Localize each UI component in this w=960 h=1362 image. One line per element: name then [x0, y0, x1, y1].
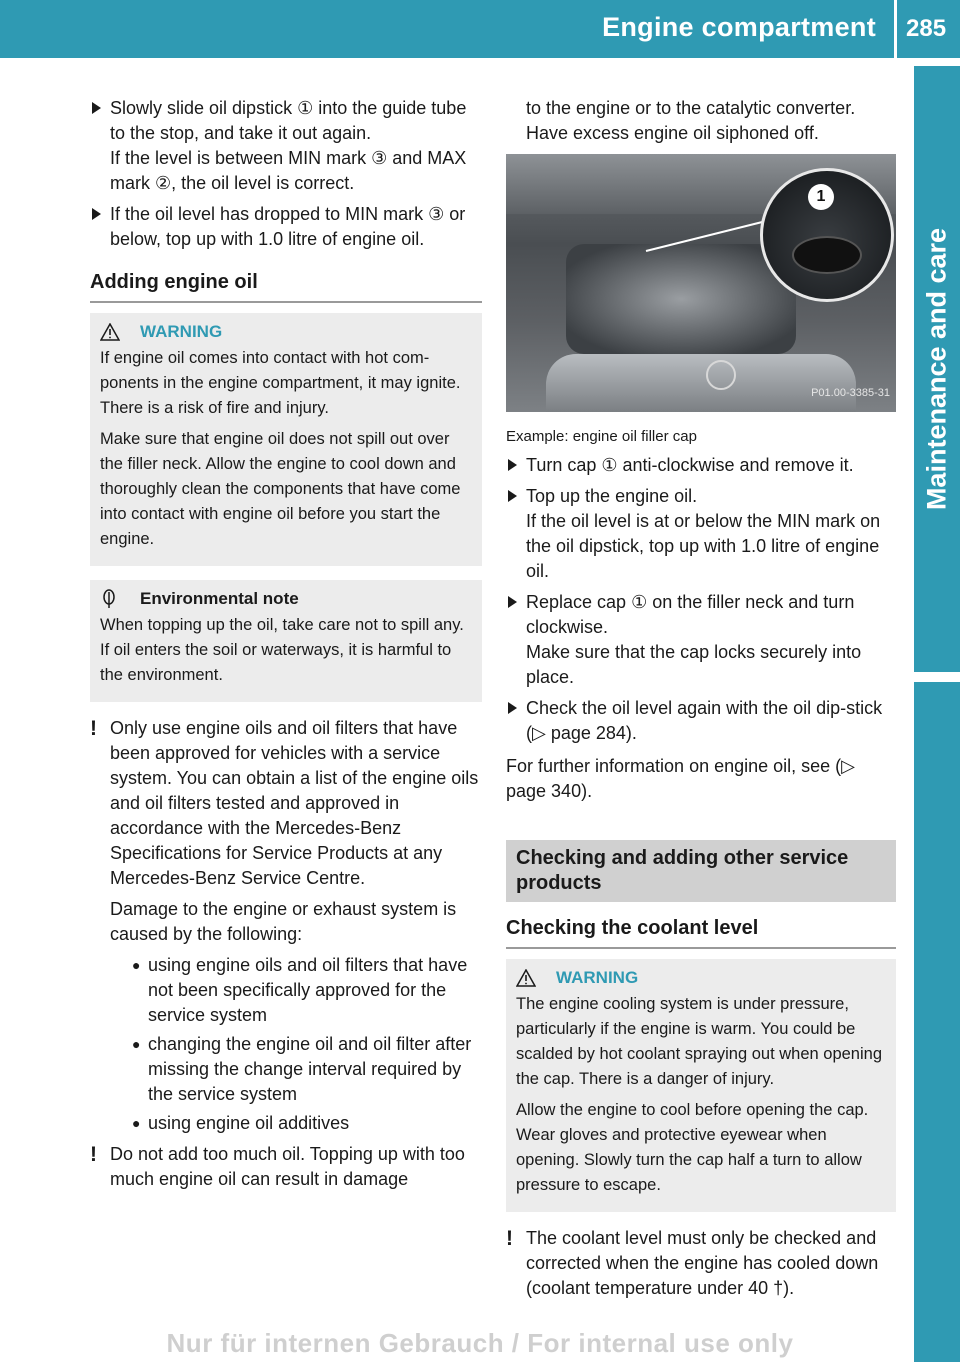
exclamation-icon: ! [90, 1143, 97, 1166]
list-item: ● using engine oils and oil filters that have not been specifically approved for the service system [132, 955, 468, 1025]
section-heading: Adding engine oil [90, 270, 482, 303]
warning-text: The engine cooling system is under pressure, particularly if the engine is warm. You could be scalded by hot coolant spraying out when opening the cap. There is a danger of injury. [516, 995, 883, 1088]
instruction-step [506, 696, 896, 746]
list-item: ● using engine oil additives [130, 1111, 482, 1136]
chapter-subheading: Checking and adding other service products [506, 840, 896, 902]
instruction-step [506, 484, 896, 584]
page-header [0, 0, 960, 58]
instruction-step [506, 590, 896, 690]
env-note-text: When topping up the oil, take care not to spill any. If oil enters the soil or waterways, it is harmful to the environment. [100, 616, 464, 684]
important-text: Only use engine oils and oil filters that have been approved for vehicles with a service system. You can obtain a list of the engine oils and oil filters tested and approved in accordance with the Mercedes-Benz Specifications for Service Products at any Mercedes-Benz Service Centre. [110, 718, 479, 888]
chapter-tab-lower [914, 682, 960, 1362]
warning-header [100, 319, 472, 344]
engine-photo [506, 154, 896, 412]
section-title: Engine compartment [602, 12, 876, 42]
instruction-step [90, 202, 482, 252]
warning-label: WARNING [140, 322, 223, 341]
warning-box [90, 313, 482, 566]
figure-code: P01.00-3385-31 [811, 387, 890, 399]
step-text: Replace cap ① on the filler neck and turn clockwise. [526, 592, 855, 637]
chapter-tab-label: Maintenance and care [921, 227, 952, 511]
figure-caption: Example: engine oil filler cap [506, 428, 697, 445]
env-note-header [100, 586, 472, 611]
step-arrow-icon [508, 490, 517, 502]
warning-header [516, 965, 886, 990]
right-column [506, 96, 896, 1307]
important-note [506, 1226, 896, 1301]
mercedes-star-icon [706, 360, 736, 390]
step-arrow-icon [508, 596, 517, 608]
warning-box [506, 959, 896, 1212]
environmental-note-box [90, 580, 482, 702]
exclamation-icon: ! [506, 1227, 513, 1250]
damage-list [110, 953, 482, 1136]
important-text: Do not add too much oil. Topping up with too much engine oil can result in damage [110, 1144, 465, 1189]
important-text: Damage to the engine or exhaust system is caused by the following: [110, 899, 457, 944]
env-note-label: Environmental note [140, 589, 299, 608]
warning-label: WARNING [556, 968, 639, 987]
step-arrow-icon [508, 702, 517, 714]
step-arrow-icon [92, 208, 101, 220]
chapter-tab [914, 66, 960, 672]
step-arrow-icon [92, 102, 101, 114]
warning-text: Allow the engine to cool before opening the cap. Wear gloves and protective eyewear when opening. Slowly turn the cap half a turn to allow pressure to escape. [516, 1101, 869, 1194]
oil-filler-cap [792, 236, 862, 274]
header-divider [894, 0, 897, 58]
step-text: Check the oil level again with the oil dip-stick (▷ page 284). [526, 698, 883, 743]
exclamation-icon: ! [90, 717, 97, 740]
section-heading: Checking the coolant level [506, 916, 896, 949]
important-note [90, 1142, 482, 1192]
warning-text: If engine oil comes into contact with hot com-ponents in the engine compartment, it may ignite. There is a risk of fire and injury. [100, 349, 461, 417]
page-number: 285 [906, 15, 947, 42]
instruction-step [506, 453, 896, 478]
step-result: Make sure that the cap locks securely into place. [526, 642, 862, 687]
list-item: ● changing the engine oil and oil filter after missing the change interval required by the service system [132, 1034, 472, 1104]
step-text: Turn cap ① anti-clockwise and remove it. [526, 455, 854, 475]
warning-triangle-icon [516, 969, 536, 987]
step-result: If the level is between MIN mark ③ and MAX mark ②, the oil level is correct. [110, 148, 467, 193]
step-text: Top up the engine oil. [526, 486, 698, 506]
instruction-step [90, 96, 482, 196]
left-column [90, 96, 482, 1198]
watermark-footer: Nur für internen Gebrauch / For internal use only [166, 1328, 794, 1358]
important-text: The coolant level must only be checked and corrected when the engine has cooled down (coolant temperature under 40 †). [526, 1228, 879, 1298]
callout-number: 1 [808, 184, 834, 210]
leaf-icon [100, 589, 118, 609]
cross-reference: For further information on engine oil, see (▷ page 340). [506, 756, 856, 801]
bullet-icon: ● [132, 1115, 141, 1131]
step-text: Slowly slide oil dipstick ① into the guide tube to the stop, and take it out again. [110, 98, 467, 143]
step-text: If the oil level has dropped to MIN mark ③ or below, top up with 1.0 litre of engine oil. [110, 204, 466, 249]
warning-text: Make sure that engine oil does not spill out over the filler neck. Allow the engine to cool down and thoroughly clean the components that have come into contact with engine oil before you start the engine. [100, 430, 461, 548]
warning-triangle-icon [100, 323, 120, 341]
step-arrow-icon [508, 459, 517, 471]
step-result: If the oil level is at or below the MIN mark on the oil dipstick, top up with 1.0 litre of engine oil. [526, 511, 881, 581]
bullet-icon: ● [132, 1036, 141, 1052]
continued-text: to the engine or to the catalytic converter. Have excess engine oil siphoned off. [526, 98, 856, 143]
bullet-icon: ● [132, 957, 141, 973]
important-note [90, 716, 482, 1136]
